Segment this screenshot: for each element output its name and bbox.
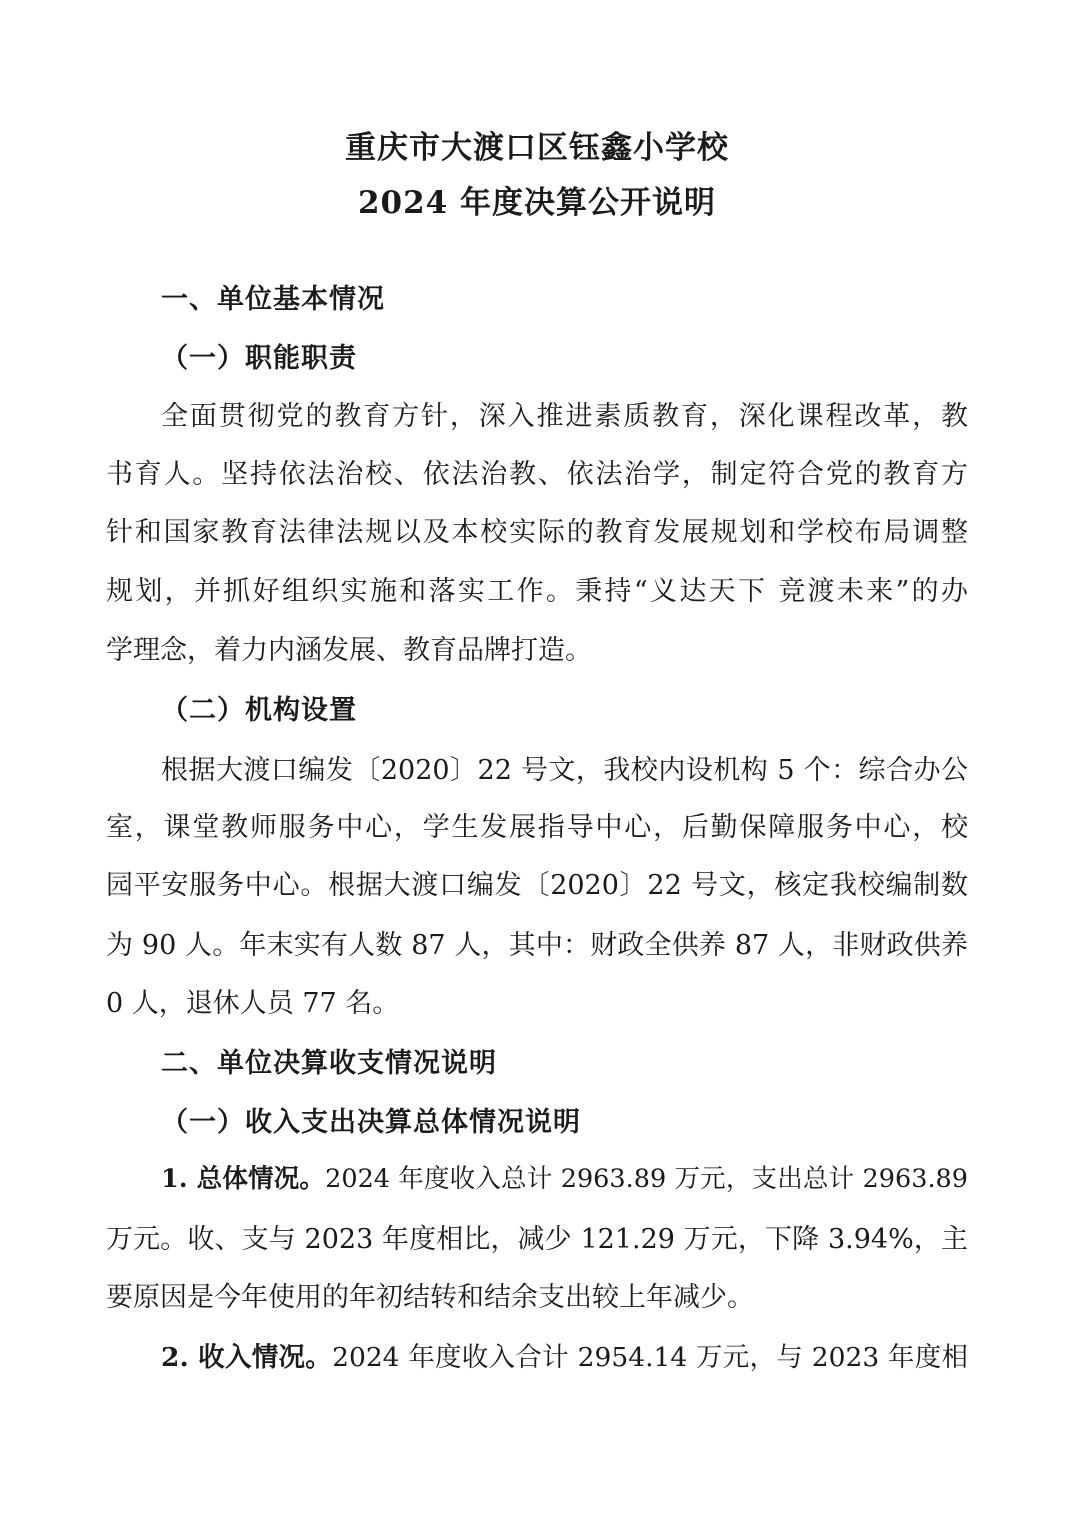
section1-sub2-heading: （二）机构设置 bbox=[161, 695, 357, 726]
item2-text: 2024 年度收入合计 2954.14 万元，与 2023 年度相 bbox=[332, 1342, 968, 1373]
paragraph-line: 规划，并抓好组织实施和落实工作。秉持“义达天下 竞渡未来”的办 bbox=[106, 576, 968, 607]
paragraph-line: 针和国家教育法律法规以及本校实际的教育发展规划和学校布局调整 bbox=[106, 517, 968, 548]
section1-sub1-heading: （一）职能职责 bbox=[161, 343, 357, 374]
section2-sub1-heading: （一）收入支出决算总体情况说明 bbox=[161, 1107, 581, 1138]
paragraph-line: 学理念，着力内涵发展、教育品牌打造。 bbox=[106, 635, 592, 666]
document-title-line1: 重庆市大渡口区钰鑫小学校 bbox=[345, 130, 729, 166]
item1-text: 2024 年度收入总计 2963.89 万元，支出总计 2963.89 bbox=[325, 1164, 969, 1194]
paragraph-line bbox=[161, 1342, 968, 1373]
item1-lead: 1. 总体情况。 bbox=[161, 1164, 326, 1194]
paragraph-line: 根据大渡口编发〔2020〕22 号文，我校内设机构 5 个：综合办公 bbox=[161, 755, 968, 786]
paragraph-line: 全面贯彻党的教育方针，深入推进素质教育，深化课程改革，教 bbox=[161, 401, 968, 432]
item2-lead: 2. 收入情况。 bbox=[161, 1342, 333, 1373]
section1-heading: 一、单位基本情况 bbox=[161, 284, 385, 315]
section2-heading: 二、单位决算收支情况说明 bbox=[161, 1048, 497, 1079]
paragraph-line: 书育人。坚持依法治校、依法治教、依法治学，制定符合党的教育方 bbox=[106, 459, 968, 490]
paragraph-line: 要原因是今年使用的年初结转和结余支出较上年减少。 bbox=[106, 1282, 754, 1313]
paragraph-line: 万元。收、支与 2023 年度相比，减少 121.29 万元，下降 3.94%，主 bbox=[106, 1224, 968, 1255]
paragraph-line: 0 人，退休人员 77 名。 bbox=[106, 988, 400, 1019]
paragraph-line: 园平安服务中心。根据大渡口编发〔2020〕22 号文，核定我校编制数 bbox=[106, 870, 968, 901]
paragraph-line bbox=[161, 1164, 969, 1194]
document-title-line2: 2024 年度决算公开说明 bbox=[357, 185, 717, 221]
paragraph-line: 为 90 人。年末实有人数 87 人，其中：财政全供养 87 人，非财政供养 bbox=[106, 930, 968, 961]
paragraph-line: 室，课堂教师服务中心，学生发展指导中心，后勤保障服务中心，校 bbox=[106, 812, 968, 843]
